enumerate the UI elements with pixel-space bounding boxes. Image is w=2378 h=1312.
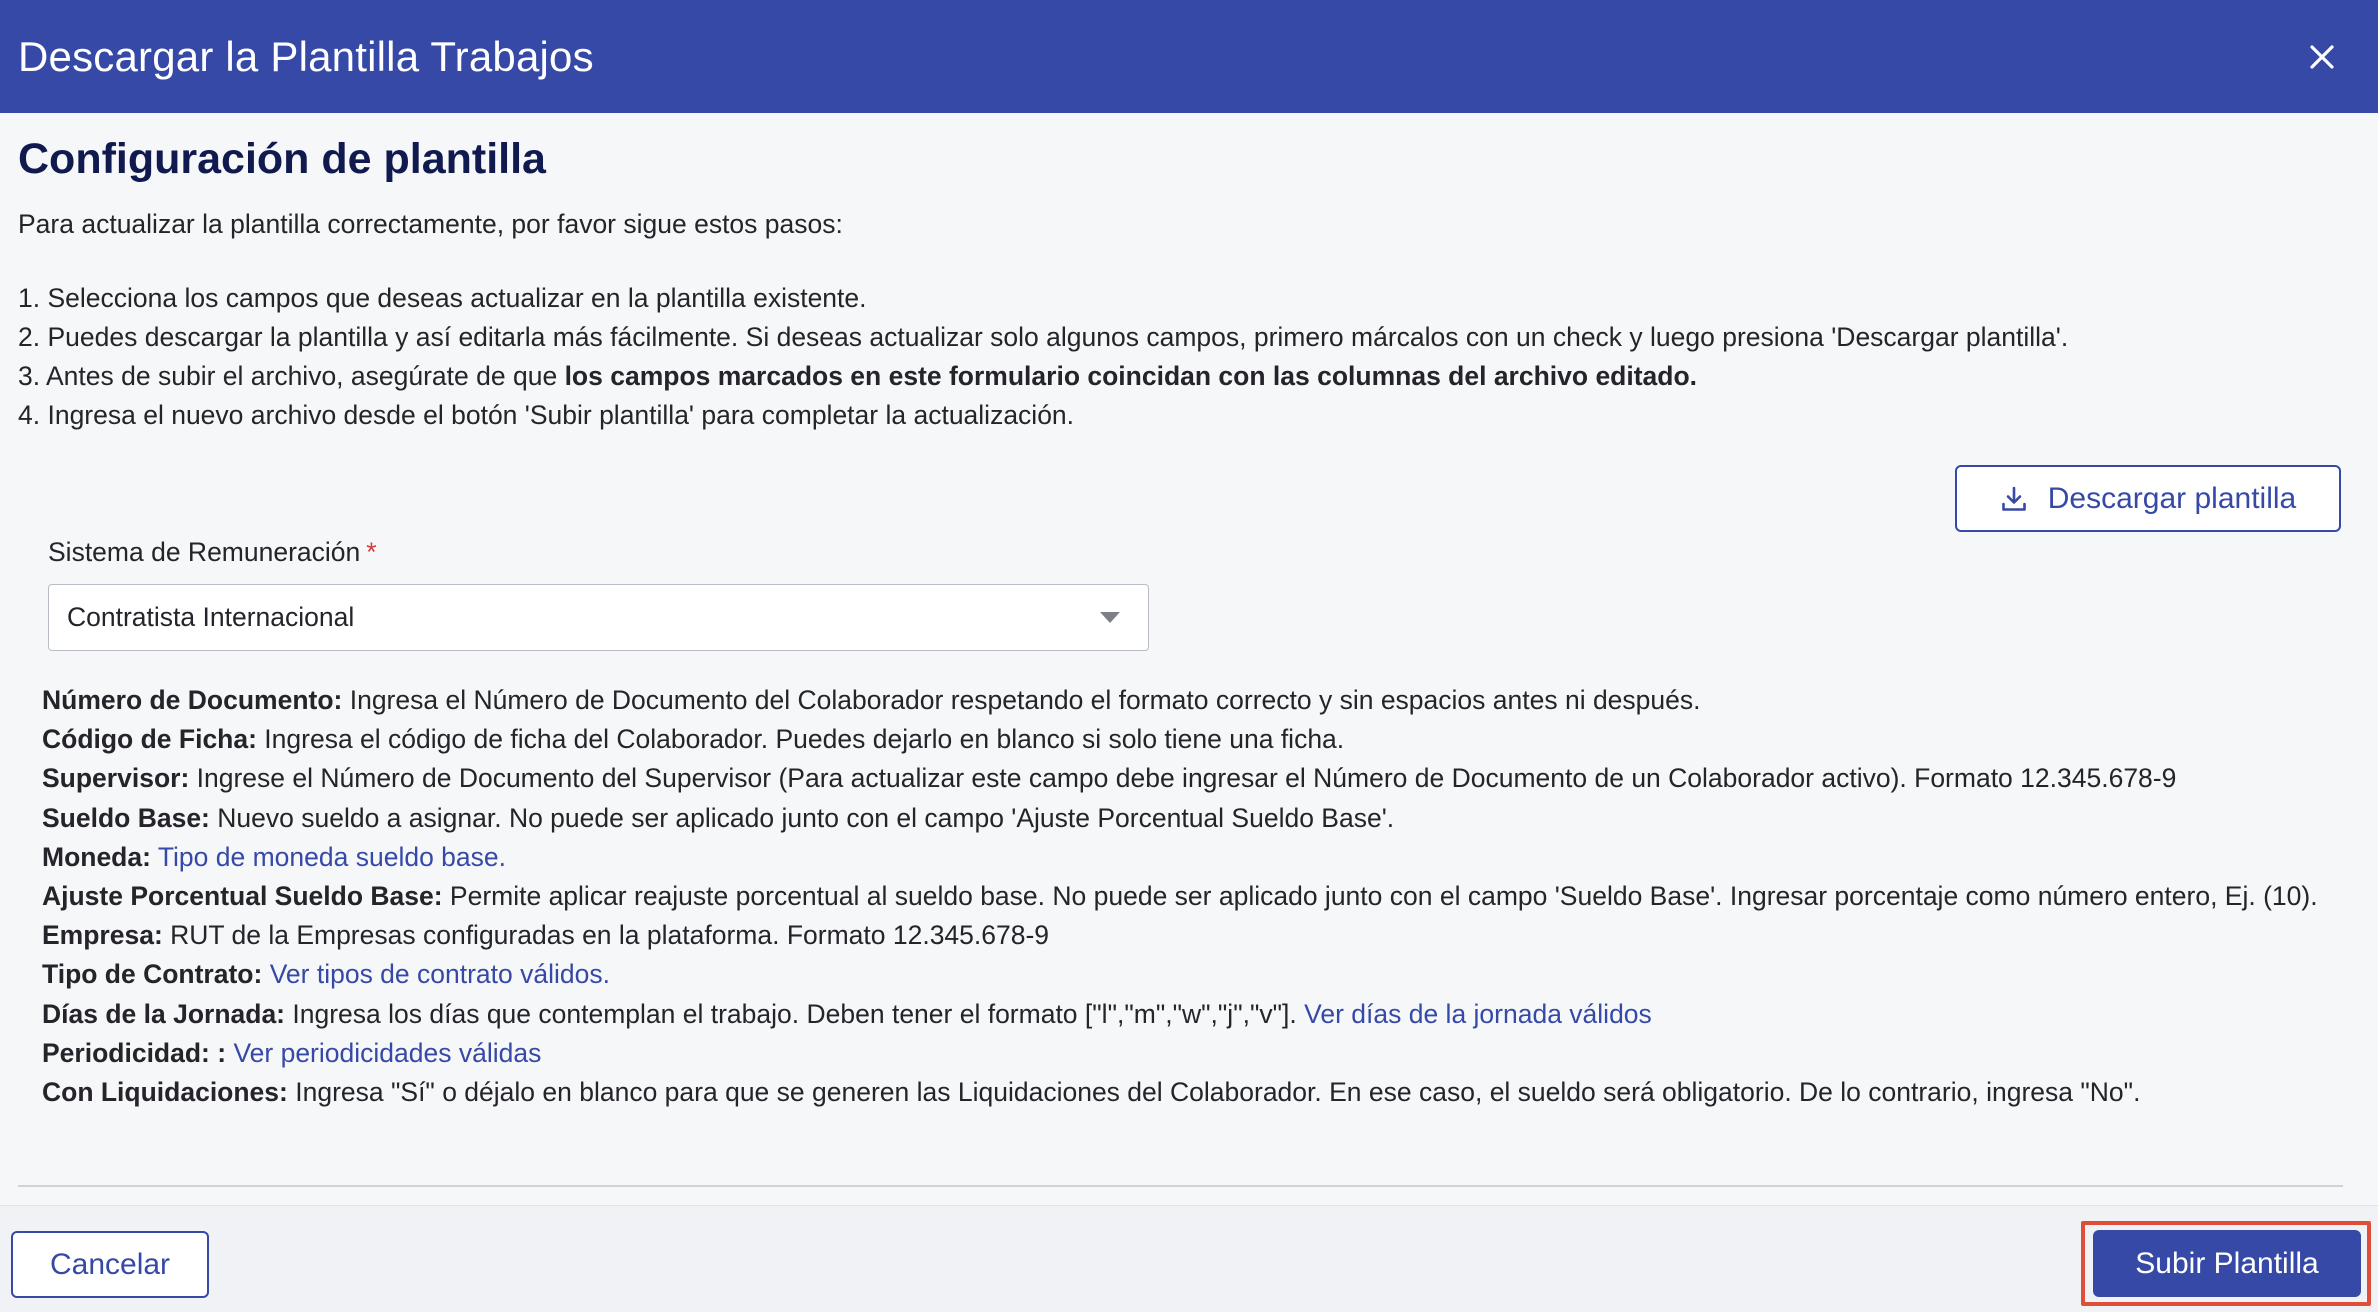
field-text: RUT de la Empresas configuradas en la plataforma. Formato 12.345.678-9 bbox=[162, 920, 1050, 951]
field-liquidaciones bbox=[42, 1073, 2342, 1112]
field-periodicidad bbox=[42, 1034, 2342, 1073]
field-moneda bbox=[42, 838, 2342, 877]
download-icon bbox=[2000, 485, 2028, 513]
remuneration-label bbox=[48, 537, 377, 568]
step-4: 4. Ingresa el nuevo archivo desde el botón 'Subir plantilla' para completar la actualización. bbox=[18, 400, 1075, 430]
field-name: Supervisor: bbox=[42, 763, 190, 794]
divider bbox=[18, 1185, 2343, 1187]
step-2: 2. Puedes descargar la plantilla y así editarla más fácilmente. Si deseas actualizar solo algunos campos, primero márcalos con un check y luego presiona 'Descargar plantilla'. bbox=[18, 322, 2069, 352]
field-text: Ingresa el código de ficha del Colaborador. Puedes dejarlo en blanco si solo tiene una ficha. bbox=[256, 724, 1345, 755]
step-3 bbox=[18, 357, 2068, 396]
modal-footer bbox=[0, 1205, 2378, 1312]
field-text: Ingresa el Número de Documento del Colaborador respetando el formato correcto y sin espacios antes ni después. bbox=[342, 685, 1701, 715]
step-3-text: 3. Antes de subir el archivo, asegúrate de que bbox=[18, 361, 565, 391]
field-name: Ajuste Porcentual Sueldo Base: bbox=[42, 881, 443, 912]
field-name: Con Liquidaciones: bbox=[42, 1077, 288, 1108]
modal-body bbox=[0, 113, 2378, 1205]
section-title: Configuración de plantilla bbox=[18, 135, 546, 183]
field-descriptions bbox=[42, 681, 2342, 1112]
field-text: Permite aplicar reajuste porcentual al sueldo base. No puede ser aplicado junto con el campo 'Sueldo Base'. Ingresar porcentaje como número entero, Ej. (10). bbox=[442, 881, 2318, 912]
field-name: Días de la Jornada: bbox=[42, 998, 286, 1029]
close-button[interactable] bbox=[2292, 27, 2352, 87]
field-sueldo bbox=[42, 799, 2342, 838]
moneda-link[interactable]: Tipo de moneda sueldo base. bbox=[157, 841, 507, 872]
field-name: Número de Documento: bbox=[42, 685, 343, 715]
field-ficha bbox=[42, 720, 2342, 759]
close-icon bbox=[2308, 43, 2336, 71]
field-empresa bbox=[42, 916, 2342, 955]
field-documento bbox=[42, 681, 2342, 720]
chevron-down-icon bbox=[1100, 612, 1120, 623]
field-supervisor bbox=[42, 759, 2342, 798]
field-text: Ingresa "Sí" o déjalo en blanco para que se generen las Liquidaciones del Colaborador. En ese caso, el sueldo será obligatorio. De lo contrario, ingresa "No". bbox=[287, 1077, 2141, 1108]
upload-template-button[interactable]: Subir Plantilla bbox=[2093, 1230, 2361, 1297]
remuneration-select-value: Contratista Internacional bbox=[67, 602, 355, 632]
field-contrato bbox=[42, 955, 2342, 994]
remuneration-select[interactable] bbox=[48, 584, 1149, 651]
field-name: Empresa: bbox=[42, 920, 163, 951]
required-mark: * bbox=[366, 537, 377, 567]
field-name: Código de Ficha: bbox=[42, 724, 257, 755]
field-name: Moneda: bbox=[42, 841, 151, 872]
cancel-button[interactable]: Cancelar bbox=[11, 1231, 209, 1298]
field-name: Sueldo Base: bbox=[42, 802, 210, 833]
contrato-link[interactable]: Ver tipos de contrato válidos. bbox=[269, 959, 610, 990]
modal-header bbox=[0, 0, 2378, 113]
field-name: Tipo de Contrato: bbox=[42, 959, 263, 990]
modal-title: Descargar la Plantilla Trabajos bbox=[18, 32, 594, 80]
remuneration-label-text: Sistema de Remuneración bbox=[48, 537, 361, 567]
field-jornada bbox=[42, 995, 2342, 1034]
intro-text: Para actualizar la plantilla correctamente, por favor sigue estos pasos: bbox=[18, 209, 843, 239]
field-ajuste bbox=[42, 877, 2342, 916]
field-name: Periodicidad: : bbox=[42, 1037, 227, 1068]
periodicidad-link[interactable]: Ver periodicidades válidas bbox=[233, 1037, 542, 1068]
download-template-button[interactable] bbox=[1955, 465, 2341, 532]
field-text: Ingresa los días que contemplan el trabajo. Deben tener el formato ["l","m","w","j","v"]. bbox=[285, 998, 1305, 1029]
step-3-bold: los campos marcados en este formulario coincidan con las columnas del archivo editado. bbox=[564, 361, 1698, 391]
download-template-label: Descargar plantilla bbox=[2047, 481, 2297, 515]
jornada-link[interactable]: Ver días de la jornada válidos bbox=[1304, 998, 1652, 1029]
step-1: 1. Selecciona los campos que deseas actualizar en la plantilla existente. bbox=[18, 283, 867, 313]
field-text: Ingrese el Número de Documento del Supervisor (Para actualizar este campo debe ingresar el Número de Documento de un Colaborador activo). Formato 12.345.678-9 bbox=[189, 763, 2177, 794]
field-text: Nuevo sueldo a asignar. No puede ser aplicado junto con el campo 'Ajuste Porcentual Sueldo Base'. bbox=[209, 802, 1395, 833]
steps-list bbox=[18, 279, 2068, 435]
